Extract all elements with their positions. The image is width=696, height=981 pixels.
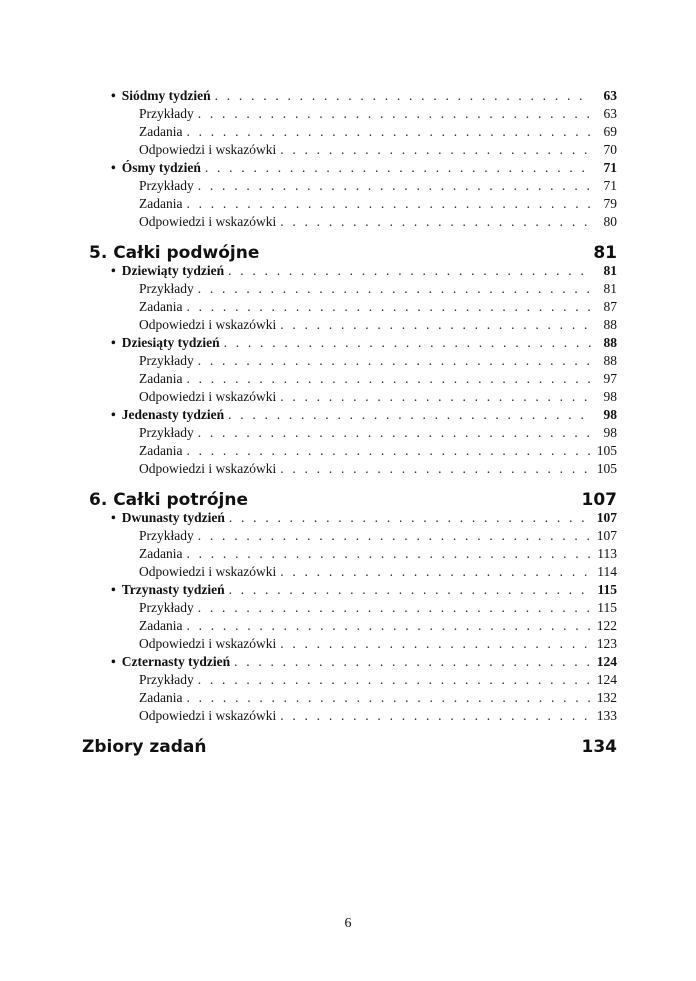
toc-entry-title: Przykłady — [139, 425, 194, 440]
toc-entry-page: 71 — [603, 160, 617, 175]
dot-leader — [198, 178, 591, 194]
toc-entry-title: Zadania — [139, 124, 183, 139]
toc-entry-page: 69 — [603, 124, 617, 139]
toc-entry-title: Odpowiedzi i wskazówki — [139, 142, 277, 157]
bullet-icon: • — [111, 263, 116, 278]
dot-leader — [186, 443, 591, 459]
toc-entry-title: Zbiory zadań — [82, 737, 207, 757]
toc-entry-title: Ósmy tydzień — [121, 160, 201, 175]
toc-entry-title: Odpowiedzi i wskazówki — [139, 708, 277, 723]
dot-leader — [280, 636, 591, 652]
toc-section-entry[interactable] — [139, 196, 617, 214]
toc-entry-title: Dwunasty tydzień — [121, 510, 225, 525]
toc-section-entry[interactable] — [139, 214, 617, 232]
bullet-icon: • — [111, 335, 116, 350]
page-number: 6 — [344, 916, 352, 931]
toc-entry-title: Przykłady — [139, 600, 194, 615]
dot-leader — [198, 672, 591, 688]
toc-section-entry[interactable] — [139, 636, 617, 654]
toc-section-entry[interactable] — [139, 142, 617, 160]
toc-entry-page: 107 — [596, 510, 617, 525]
toc-entry-page: 63 — [603, 106, 617, 121]
toc-entry-title: Dziewiąty tydzień — [121, 263, 225, 278]
toc-week-entry[interactable] — [111, 88, 617, 106]
toc-section-entry[interactable] — [139, 425, 617, 443]
toc-entry-page: 123 — [596, 636, 617, 651]
toc-entry-page: 113 — [597, 546, 617, 561]
toc-entry-title: Odpowiedzi i wskazówki — [139, 214, 277, 229]
toc-entry-title: Przykłady — [139, 106, 194, 121]
toc-entry-title: Siódmy tydzień — [121, 88, 211, 103]
dot-leader — [280, 214, 591, 230]
bullet-icon: • — [111, 160, 116, 175]
dot-leader — [198, 425, 591, 441]
toc-entry-title: 6. Całki potrójne — [89, 490, 249, 510]
bullet-icon: • — [111, 88, 116, 103]
toc-week-entry[interactable] — [111, 263, 617, 281]
toc-entry-page: 88 — [603, 317, 617, 332]
toc-section-entry[interactable] — [139, 600, 617, 618]
toc-entry-title: Zadania — [139, 546, 183, 561]
dot-leader — [280, 708, 591, 724]
toc-section-entry[interactable] — [139, 317, 617, 335]
toc-entry-title: Zadania — [139, 371, 183, 386]
toc-entry-page: 115 — [597, 582, 617, 597]
toc-entry-page: 97 — [603, 371, 617, 386]
toc-entry-title: Przykłady — [139, 672, 194, 687]
toc-section-entry[interactable] — [139, 443, 617, 461]
toc-entry-page: 105 — [596, 443, 617, 458]
toc-section-entry[interactable] — [139, 618, 617, 636]
bullet-icon: • — [111, 582, 116, 597]
dot-leader — [186, 299, 591, 315]
toc-section-entry[interactable] — [139, 564, 617, 582]
toc-section-entry[interactable] — [139, 353, 617, 371]
toc-entry-title: 5. Całki podwójne — [89, 243, 260, 263]
toc-section-entry[interactable] — [139, 708, 617, 726]
dot-leader — [198, 600, 591, 616]
toc-entry-title: Zadania — [139, 299, 183, 314]
toc-entry-page: 88 — [603, 353, 617, 368]
dot-leader — [186, 546, 591, 562]
toc-entry-page: 81 — [603, 281, 617, 296]
dot-leader — [198, 353, 591, 369]
toc-entry-title: Dziesiąty tydzień — [121, 335, 220, 350]
toc-entry-title: Odpowiedzi i wskazówki — [139, 317, 277, 332]
toc-entry-title: Zadania — [139, 618, 183, 633]
toc-section-entry[interactable] — [139, 281, 617, 299]
toc-entry-title: Zadania — [139, 443, 183, 458]
toc-entry-title: Zadania — [139, 690, 183, 705]
toc-entry-page: 71 — [603, 178, 617, 193]
toc-entry-title: Odpowiedzi i wskazówki — [139, 389, 277, 404]
toc-entry-page: 98 — [603, 389, 617, 404]
dot-leader — [186, 124, 591, 140]
toc-section-entry[interactable] — [139, 106, 617, 124]
toc-entry-page: 134 — [581, 737, 617, 757]
toc-entry-title: Przykłady — [139, 353, 194, 368]
toc-entry-page: 105 — [596, 461, 617, 476]
toc-section-entry[interactable] — [139, 371, 617, 389]
toc-section-entry[interactable] — [139, 690, 617, 708]
toc-entry-page: 88 — [603, 335, 617, 350]
toc-week-entry[interactable] — [111, 407, 617, 425]
toc-entry-title: Odpowiedzi i wskazówki — [139, 636, 277, 651]
dot-leader — [228, 263, 591, 279]
toc-entry-page: 133 — [596, 708, 617, 723]
toc-entry-page: 114 — [597, 564, 617, 579]
toc-entry-title: Czternasty tydzień — [121, 654, 231, 669]
toc-section-entry[interactable] — [139, 546, 617, 564]
toc-week-entry[interactable] — [111, 160, 617, 178]
dot-leader — [280, 317, 591, 333]
toc-entry-page: 124 — [596, 654, 617, 669]
bullet-icon: • — [111, 510, 116, 525]
toc-week-entry[interactable] — [111, 654, 617, 672]
dot-leader — [186, 196, 591, 212]
bullet-icon: • — [111, 654, 116, 669]
dot-leader — [280, 564, 591, 580]
toc-entry-title: Przykłady — [139, 528, 194, 543]
dot-leader — [229, 582, 591, 598]
toc-entry-title: Trzynasty tydzień — [121, 582, 225, 597]
dot-leader — [198, 106, 591, 122]
toc-entry-page: 124 — [596, 672, 617, 687]
dot-leader — [186, 618, 591, 634]
dot-leader — [229, 510, 591, 526]
toc-entry-title: Odpowiedzi i wskazówki — [139, 461, 277, 476]
toc-entry-page: 132 — [596, 690, 617, 705]
dot-leader — [186, 690, 591, 706]
toc-entry-page: 81 — [593, 243, 617, 263]
toc-week-entry[interactable] — [111, 510, 617, 528]
toc-entry-title: Przykłady — [139, 178, 194, 193]
toc-section-entry[interactable] — [139, 124, 617, 142]
toc-entry-title: Przykłady — [139, 281, 194, 296]
toc-entry-page: 115 — [597, 600, 617, 615]
dot-leader — [234, 654, 591, 670]
toc-section-entry[interactable] — [139, 299, 617, 317]
toc-entry-title: Odpowiedzi i wskazówki — [139, 564, 277, 579]
toc-entry-page: 63 — [603, 88, 617, 103]
toc-entry-page: 81 — [603, 263, 617, 278]
dot-leader — [198, 528, 591, 544]
dot-leader — [224, 335, 591, 351]
toc-section-entry[interactable] — [139, 461, 617, 479]
bullet-icon: • — [111, 407, 116, 422]
toc-entry-page: 98 — [603, 425, 617, 440]
dot-leader — [186, 371, 591, 387]
dot-leader — [280, 142, 591, 158]
toc-entry-page: 122 — [596, 618, 617, 633]
toc-week-entry[interactable] — [111, 335, 617, 353]
dot-leader — [205, 160, 591, 176]
dot-leader — [280, 461, 591, 477]
toc-entry-page: 107 — [596, 528, 617, 543]
toc-week-entry[interactable] — [111, 582, 617, 600]
toc-entry-page: 107 — [581, 490, 617, 510]
toc-entry-page: 98 — [603, 407, 617, 422]
toc-entry-page: 79 — [603, 196, 617, 211]
toc-chapter-entry[interactable] — [82, 737, 617, 761]
toc-section-entry[interactable] — [139, 672, 617, 690]
dot-leader — [228, 407, 591, 423]
toc-entry-page: 87 — [603, 299, 617, 314]
toc-section-entry[interactable] — [139, 528, 617, 546]
toc-entry-page: 80 — [603, 214, 617, 229]
toc-section-entry[interactable] — [139, 178, 617, 196]
dot-leader — [215, 88, 591, 104]
dot-leader — [280, 389, 591, 405]
dot-leader — [198, 281, 591, 297]
toc-entry-page: 70 — [603, 142, 617, 157]
toc-section-entry[interactable] — [139, 389, 617, 407]
toc-entry-title: Jedenasty tydzień — [121, 407, 225, 422]
toc-entry-title: Zadania — [139, 196, 183, 211]
